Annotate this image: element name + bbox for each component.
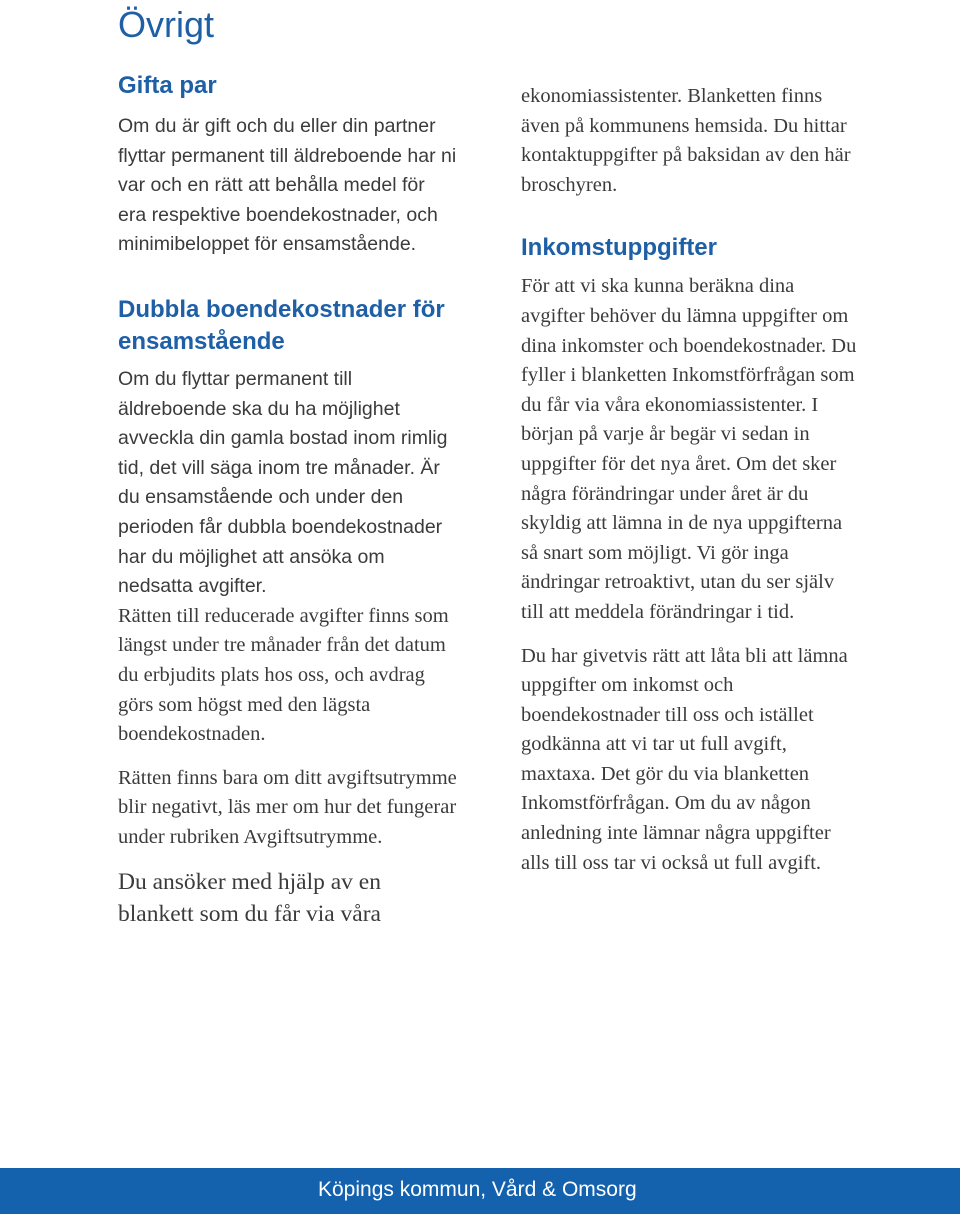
paragraph-maxtaxa: Du har givetvis rätt att låta bli att lämna uppgifter om inkomst och boendekostnader till oss och istället godkänna att vi tar ut full avgift, maxtaxa. Det gör du via blanketten Inkomstförfrågan. Om du av någon anledning inte lämnar några uppgifter alls till oss tar vi också ut full avgift.	[521, 644, 848, 874]
right-column	[521, 82, 861, 878]
paragraph-ansokan: Du ansöker med hjälp av en blankett som du får via våra	[118, 869, 381, 928]
paragraph-ansokan-continued: ekonomiassistenter. Blanketten finns även på kommunens hemsida. Du hittar kontaktuppgifter på baksidan av den här broschyren.	[521, 85, 851, 196]
section-heading-dubbla-boendekostnader: Dubbla boendekostnader för ensamstående	[118, 295, 445, 355]
footer-text: Köpings kommun, Vård & Omsorg	[318, 1178, 637, 1201]
page-title: Övrigt	[118, 4, 215, 45]
paragraph-dubbla-boendekostnader: Om du flyttar permanent till äldreboende ska du ha möjlighet avveckla din gamla bostad inom rimlig tid, det vill säga inom tre månader. Är du ensamstående och under den perioden får dubbla boendekostnader har du möjlighet att ansöka om nedsatta avgifter.	[118, 367, 448, 598]
left-column	[118, 70, 458, 930]
section-heading-gifta-par: Gifta par	[118, 72, 217, 99]
paragraph-gifta-par: Om du är gift och du eller din partner flyttar permanent till äldreboende har ni var och en rätt att behålla medel för era respektive boendekostnader, och minimibeloppet för ensamstående.	[118, 115, 457, 256]
section-heading-inkomstuppgifter: Inkomstuppgifter	[521, 234, 717, 262]
paragraph-avgiftsutrymme: Rätten finns bara om ditt avgiftsutrymme blir negativt, läs mer om hur det fungerar under rubriken Avgiftsutrymme.	[118, 766, 457, 848]
paragraph-reducerade-avgifter: Rätten till reducerade avgifter finns som längst under tre månader från det datum du erbjudits plats hos oss, och avdrag görs som högst med den lägsta boendekostnaden.	[118, 604, 449, 746]
paragraph-inkomstuppgifter: För att vi ska kunna beräkna dina avgifter behöver du lämna uppgifter om dina inkomster och boendekostnader. Du fyller i blanketten Inkomstförfrågan som du får via våra ekonomiassistenter. I början på varje år begär vi sedan in uppgifter för det nya året. Om det sker några förändringar under året är du skyldig att lämna in de nya uppgifterna så snart som möjligt. Vi gör inga ändringar retroaktivt, utan du ser själv till att meddela förändringar i tid.	[521, 275, 857, 623]
footer-bar	[0, 1168, 960, 1214]
